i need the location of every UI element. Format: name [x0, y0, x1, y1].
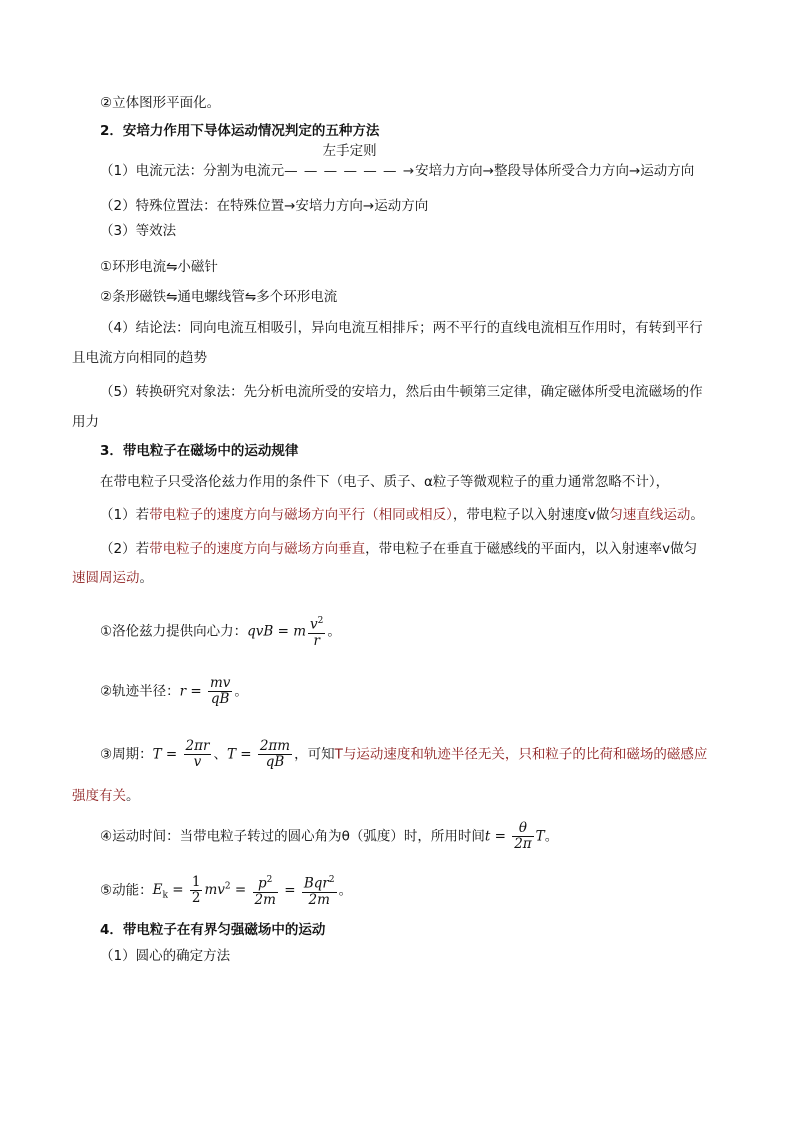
center-determination: （1）圆心的确定方法	[100, 948, 231, 964]
period-independence-note: T与运动速度和轨迹半径无关，只和粒子的比荷和磁场的磁感应	[334, 746, 708, 763]
fraction-2pim-over-qb: $\frac{2\pi m}{qB}$	[259, 738, 291, 770]
case-parallel: （1）若带电粒子的速度方向与磁场方向平行（相同或相反），带电粒子以入射速度v做匀速直线运动。	[100, 507, 704, 523]
case-perpendicular-line1: （2）若带电粒子的速度方向与磁场方向垂直，带电粒子在垂直于磁感线的平面内，以入射速率v做匀	[100, 541, 698, 557]
formula-centripetal: ①洛伦兹力提供向心力：qvB = m $\frac{v^2}{r}$ 。	[100, 616, 341, 649]
heading-bounded-field: 4．带电粒子在有界匀强磁场中的运动	[100, 922, 326, 938]
method-current-element	[100, 143, 695, 181]
left-hand-rule-label: 左手定则	[322, 143, 377, 159]
equivalent-ring-current: ①环形电流⇋小磁针	[100, 259, 218, 275]
condition-lorentz-only: 在带电粒子只受洛伦兹力作用的条件下（电子、质子、α粒子等微观粒子的重力通常忽略不计），	[100, 474, 670, 490]
heading-particle-motion: 3．带电粒子在磁场中的运动规律	[100, 443, 299, 459]
fraction-2pir-over-v: $\frac{2\pi r}{v}$	[185, 738, 210, 770]
left-hand-rule-arrow: 左手定则 — — — — — — →	[284, 143, 416, 179]
fraction-one-half: $\frac{1}{2}$	[191, 873, 201, 906]
method-conclusion-line1: （4）结论法：同向电流互相吸引，异向电流互相排斥；两不平行的直线电流相互作用时，有转到平行	[100, 320, 703, 336]
formula-kinetic-energy: ⑤动能：$E_k$ = $\frac{1}{2}$ $mv^2$ = $\frac{p^2}{2m}$ = $\frac{Bqr^2}{2m}$ 。	[100, 873, 353, 908]
method-transform-line1: （5）转换研究对象法：先分析电流所受的安培力，然后由牛顿第三定律，确定磁体所受电流磁场的作	[100, 384, 703, 400]
formula-period: ③周期：T = $\frac{2\pi r}{v}$ 、T = $\frac{2\pi m}{qB}$ ，可知T与运动速度和轨迹半径无关，只和粒子的比荷和磁场的磁感应	[100, 738, 708, 770]
formula-centripetal-expr: qvB = m	[247, 623, 306, 640]
method-special-position: （2）特殊位置法：在特殊位置→安培力方向→运动方向	[100, 198, 429, 214]
formula-time: ④运动时间：当带电粒子转过的圆心角为θ（弧度）时，所用时间t = $\frac{\theta}{2\pi}$ T。	[100, 820, 559, 852]
method-current-element-text: （1）电流元法：分割为电流元	[100, 163, 285, 179]
case-perpendicular-condition: 带电粒子的速度方向与磁场方向垂直	[149, 541, 366, 557]
fraction-p2-over-2m: $\frac{p^2}{2m}$	[254, 875, 276, 908]
equivalent-bar-magnet: ②条形磁铁⇋通电螺线管⇋多个环形电流	[100, 289, 338, 305]
method-transform-line2: 用力	[72, 414, 99, 430]
formula-period-line2: 强度有关。	[72, 788, 140, 804]
case-perpendicular-line2: 速圆周运动。	[72, 570, 153, 586]
method-equivalent: （3）等效法	[100, 223, 177, 239]
case-parallel-result: 匀速直线运动	[609, 507, 691, 523]
fraction-v2-over-r: $\frac{v^2}{r}$	[310, 616, 324, 649]
case-perpendicular-result: 速圆周运动	[72, 570, 140, 586]
line-plane-figure: ②立体图形平面化。	[100, 95, 221, 111]
fraction-theta-over-2pi: $\frac{\theta}{2\pi}$	[514, 820, 532, 852]
fraction-bqr2-over-2m: $\frac{Bqr^2}{2m}$	[303, 875, 335, 908]
fraction-mv-over-qb: $\frac{mv}{qB}$	[209, 675, 231, 707]
formula-radius: ②轨迹半径：r = $\frac{mv}{qB}$ 。	[100, 675, 248, 707]
method-conclusion-line2: 且电流方向相同的趋势	[72, 350, 207, 366]
case-parallel-condition: 带电粒子的速度方向与磁场方向平行（相同或相反）	[149, 507, 453, 523]
method-current-element-result: 安培力方向→整段导体所受合力方向→运动方向	[415, 163, 695, 179]
heading-ampere-methods: 2．安培力作用下导体运动情况判定的五种方法	[100, 123, 380, 139]
